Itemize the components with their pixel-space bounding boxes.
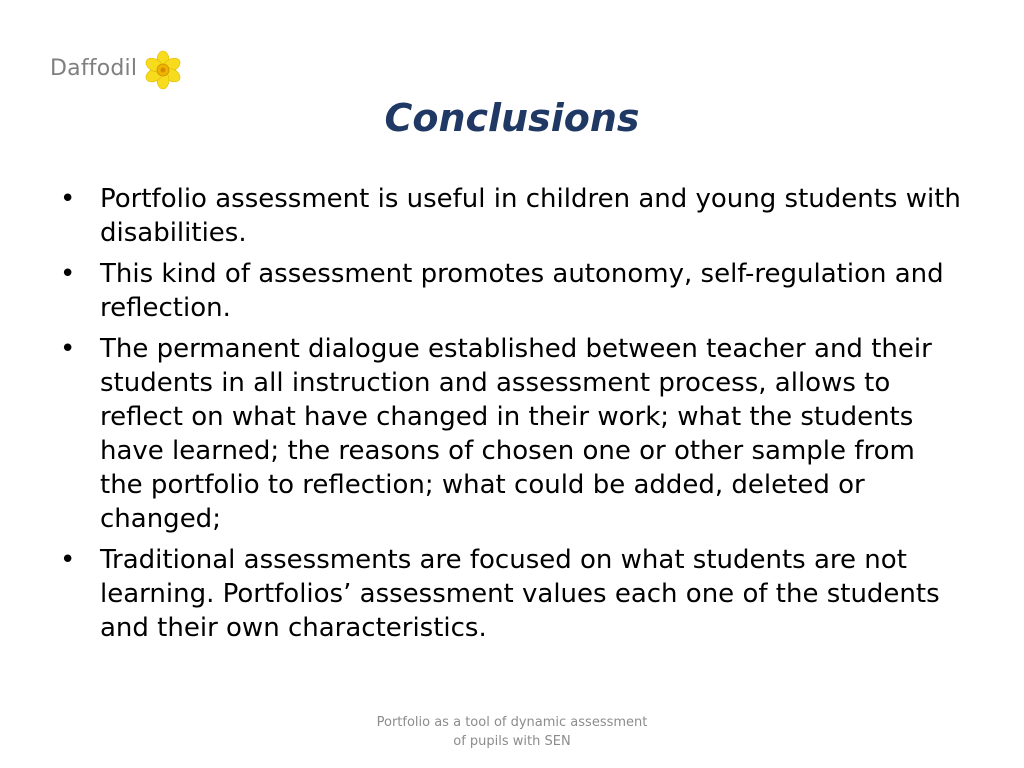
slide-title: Conclusions: [384, 96, 640, 140]
bullet-dot-icon: •: [60, 184, 76, 214]
bullet-dot-icon: •: [60, 259, 76, 289]
bullet-dot-icon: •: [60, 334, 76, 364]
bullet-text: This kind of assessment promotes autonomy, self-regulation and reflection.: [100, 259, 944, 323]
slide-footer: [362, 713, 662, 751]
daffodil-logo: [50, 50, 190, 90]
bullet-text: Traditional assessments are focused on what students are not learning. Portfolios’ assessment values each one of the students and their own characteristics.: [100, 545, 940, 643]
bullet-list: [58, 182, 963, 652]
bullet-text: The permanent dialogue established between teacher and their students in all instruction and assessment process, allows to reflect on what have changed in their work; what the students have learned; the reasons of chosen one or other sample from the portfolio to reflection; what could be added, deleted or changed;: [100, 334, 932, 534]
bullet-item: [58, 257, 963, 325]
bullet-dot-icon: •: [60, 545, 76, 575]
bullet-text: Portfolio assessment is useful in children and young students with disabilities.: [100, 184, 961, 248]
bullet-item: [58, 332, 963, 536]
daffodil-flower-icon: [142, 50, 184, 90]
logo-text: Daffodil: [50, 56, 138, 81]
bullet-item: [58, 543, 963, 645]
bullet-item: [58, 182, 963, 250]
footer-line-2: of pupils with SEN: [453, 734, 571, 749]
footer-line-1: Portfolio as a tool of dynamic assessment: [376, 715, 648, 730]
